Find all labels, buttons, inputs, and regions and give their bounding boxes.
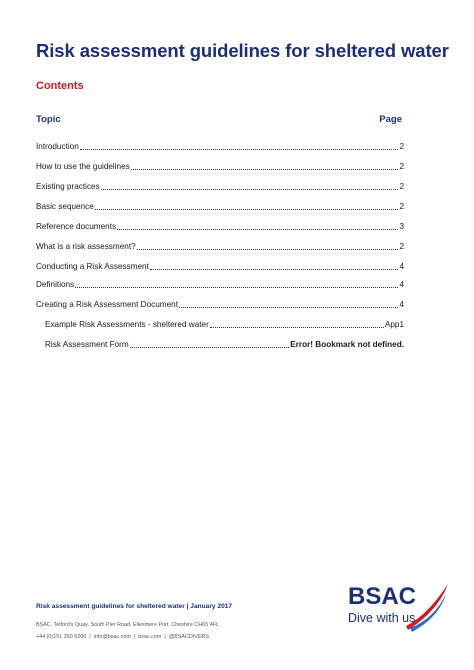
footer-phone: +44 (0)151 350 6200 — [36, 634, 87, 640]
toc-header — [36, 114, 402, 125]
toc-entry-page: 2 — [399, 162, 404, 171]
toc-entry-label: What is a risk assessment? — [36, 242, 136, 251]
toc-entry-label: Example Risk Assessments - sheltered water — [45, 320, 209, 329]
toc-entry-definitions[interactable] — [36, 279, 404, 290]
toc-leader-dots — [131, 169, 399, 170]
toc-leader-dots — [137, 249, 399, 250]
toc-leader-dots — [179, 307, 398, 308]
footer-document-title: Risk assessment guidelines for sheltered water | January 2017 — [36, 603, 233, 610]
toc-header-topic: Topic — [36, 114, 61, 125]
footer-separator: | — [164, 634, 166, 640]
footer-separator: | — [89, 634, 91, 640]
toc-entry-page: 4 — [399, 300, 404, 309]
toc-entry-what-is-risk-assessment[interactable] — [36, 241, 404, 252]
toc-entry-label: Existing practices — [36, 182, 100, 191]
toc-entry-conducting-risk-assessment[interactable] — [36, 261, 404, 272]
document-title: Risk assessment guidelines for sheltered water — [36, 40, 449, 61]
toc-entry-label: Reference documents — [36, 222, 117, 231]
toc-leader-dots — [130, 347, 290, 348]
toc-entry-page-error: Error! Bookmark not defined. — [290, 340, 404, 349]
toc-leader-dots — [75, 287, 398, 288]
logo-tagline: Dive with us — [348, 611, 416, 625]
toc-entry-risk-assessment-form[interactable] — [45, 339, 404, 350]
toc-entry-page: 2 — [399, 142, 404, 151]
toc-leader-dots — [80, 149, 399, 150]
toc-leader-dots — [210, 327, 384, 328]
footer-social-handle[interactable]: @BSACDIVERS — [168, 634, 209, 640]
toc-entry-label: Risk Assessment Form — [45, 340, 129, 349]
toc-entry-label: How to use the guidelines — [36, 162, 130, 171]
toc-entry-page: 2 — [399, 242, 404, 251]
toc-entry-how-to-use[interactable] — [36, 161, 404, 172]
toc-header-page: Page — [379, 114, 402, 125]
toc-entry-label: Basic sequence — [36, 202, 94, 211]
footer-website-link[interactable]: bsac.com — [138, 634, 162, 640]
toc-entry-page: App1 — [384, 320, 404, 329]
bsac-logo — [346, 578, 452, 636]
toc-leader-dots — [117, 229, 398, 230]
contents-heading: Contents — [36, 80, 84, 92]
toc-entry-label: Definitions — [36, 280, 75, 289]
toc-entry-introduction[interactable] — [36, 141, 404, 152]
footer-email-link[interactable]: info@bsac.com — [93, 634, 131, 640]
toc-entry-label: Introduction — [36, 142, 79, 151]
toc-entry-label: Conducting a Risk Assessment — [36, 262, 149, 271]
footer-contact-line — [36, 634, 209, 640]
toc-entry-page: 2 — [399, 202, 404, 211]
toc-entry-page: 4 — [399, 262, 404, 271]
toc-entry-existing-practices[interactable] — [36, 181, 404, 192]
logo-wordmark: BSAC — [348, 583, 417, 610]
toc-leader-dots — [150, 269, 399, 270]
toc-entry-reference-documents[interactable] — [36, 221, 404, 232]
toc-entry-example-risk-assessments[interactable] — [45, 319, 404, 330]
toc-entry-page: 3 — [399, 222, 404, 231]
toc-entry-page: 4 — [399, 280, 404, 289]
toc-leader-dots — [101, 189, 399, 190]
toc-entry-label: Creating a Risk Assessment Document — [36, 300, 178, 309]
footer-address: BSAC, Telford's Quay, South Pier Road, Ellesmere Port, Cheshire CH65 4FL — [36, 622, 219, 628]
footer-separator: | — [133, 634, 136, 640]
toc-entry-page: 2 — [399, 182, 404, 191]
toc-leader-dots — [95, 209, 399, 210]
toc-entry-creating-document[interactable] — [36, 299, 404, 310]
toc-entry-basic-sequence[interactable] — [36, 201, 404, 212]
